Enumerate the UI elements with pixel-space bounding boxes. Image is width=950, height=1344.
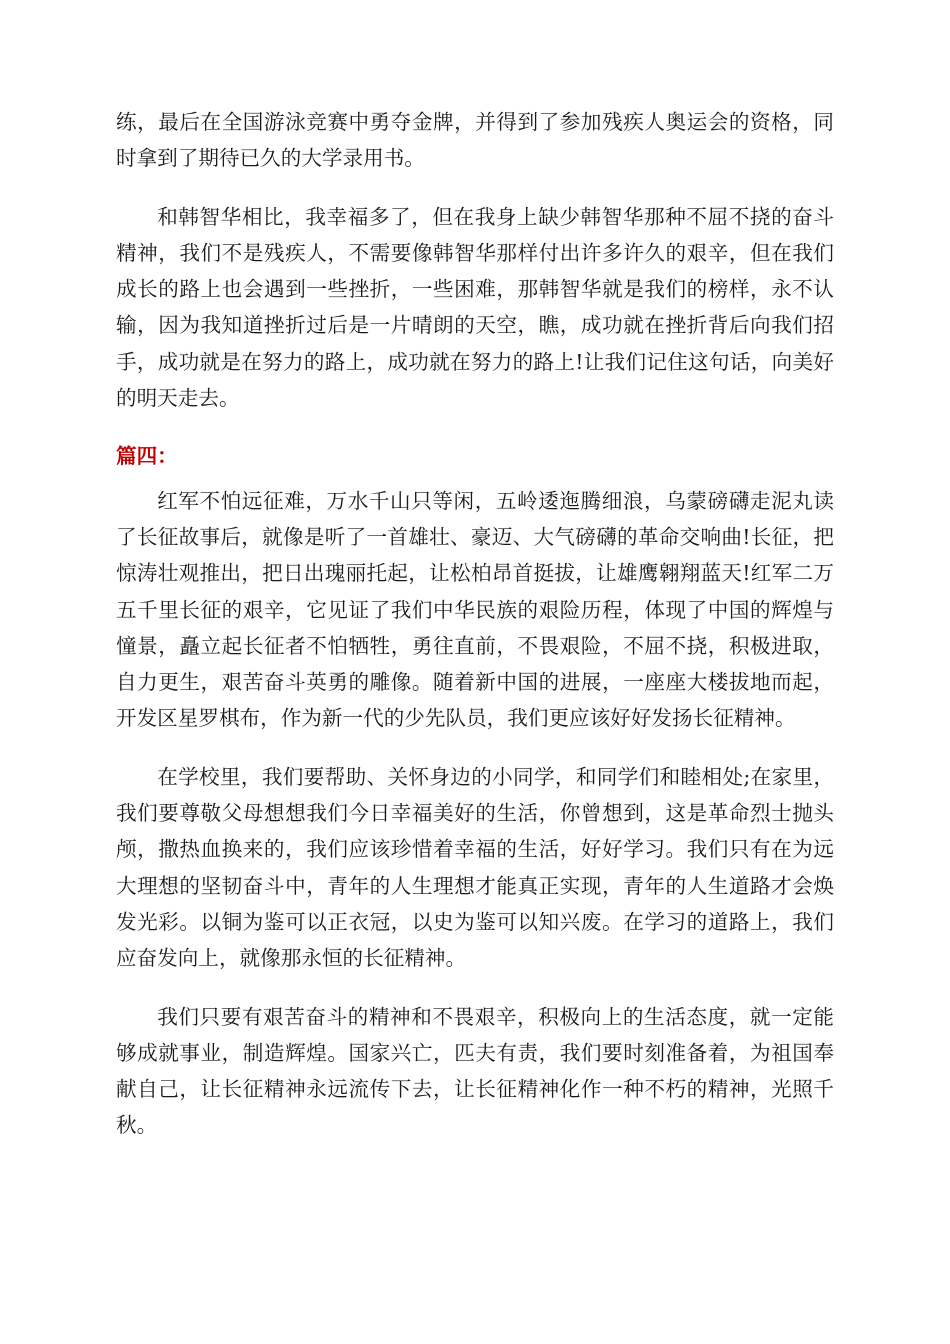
paragraph-school-home: 在学校里，我们要帮助、关怀身边的小同学，和同学们和睦相处;在家里，我们要尊敬父母想想我们今日幸福美好的生活，你曾想到，这是革命烈士抛头颅，撒热血换来的，我们应该珍惜着幸福的生活，好好学习。我们只有在为远大理想的坚韧奋斗中，青年的人生理想才能真正实现，青年的人生道路才会焕发光彩。以铜为鉴可以正衣冠，以史为鉴可以知兴废。在学习的道路上，我们应奋发向上，就像那永恒的长征精神。	[116, 764, 834, 971]
paragraph-continuation: 练，最后在全国游泳竞赛中勇夺金牌，并得到了参加残疾人奥运会的资格，同时拿到了期待已久的大学录用书。	[116, 110, 834, 171]
document-page	[116, 104, 834, 1166]
paragraph-comparison: 和韩智华相比，我幸福多了，但在我身上缺少韩智华那种不屈不挠的奋斗精神，我们不是残疾人，不需要像韩智华那样付出许多许久的艰辛，但在我们成长的路上也会遇到一些挫折，一些困难，那韩智华就是我们的榜样，永不认输，因为我知道挫折过后是一片晴朗的天空，瞧，成功就在挫折背后向我们招手，成功就是在努力的路上，成功就在努力的路上!让我们记住这句话，向美好的明天走去。	[116, 204, 834, 411]
section-heading: 篇四：	[116, 444, 178, 469]
paragraph-conclusion: 我们只要有艰苦奋斗的精神和不畏艰辛，积极向上的生活态度，就一定能够成就事业，制造辉煌。国家兴亡，匹夫有责，我们要时刻准备着，为祖国奉献自己，让长征精神永远流传下去，让长征精神化作一种不朽的精神，光照千秋。	[116, 1004, 834, 1138]
paragraph-long-march: 红军不怕远征难，万水千山只等闲，五岭逶迤腾细浪，乌蒙磅礴走泥丸读了长征故事后，就像是听了一首雄壮、豪迈、大气磅礴的革命交响曲!长征，把惊涛壮观推出，把日出瑰丽托起，让松柏昂首挺拔，让雄鹰翱翔蓝天!红军二万五千里长征的艰辛，它见证了我们中华民族的艰险历程，体现了中国的辉煌与憧景，矗立起长征者不怕牺牲，勇往直前，不畏艰险，不屈不挠，积极进取，自力更生，艰苦奋斗英勇的雕像。随着新中国的进展，一座座大楼拔地而起，开发区星罗棋布，作为新一代的少先队员，我们更应该好好发扬长征精神。	[116, 488, 834, 731]
